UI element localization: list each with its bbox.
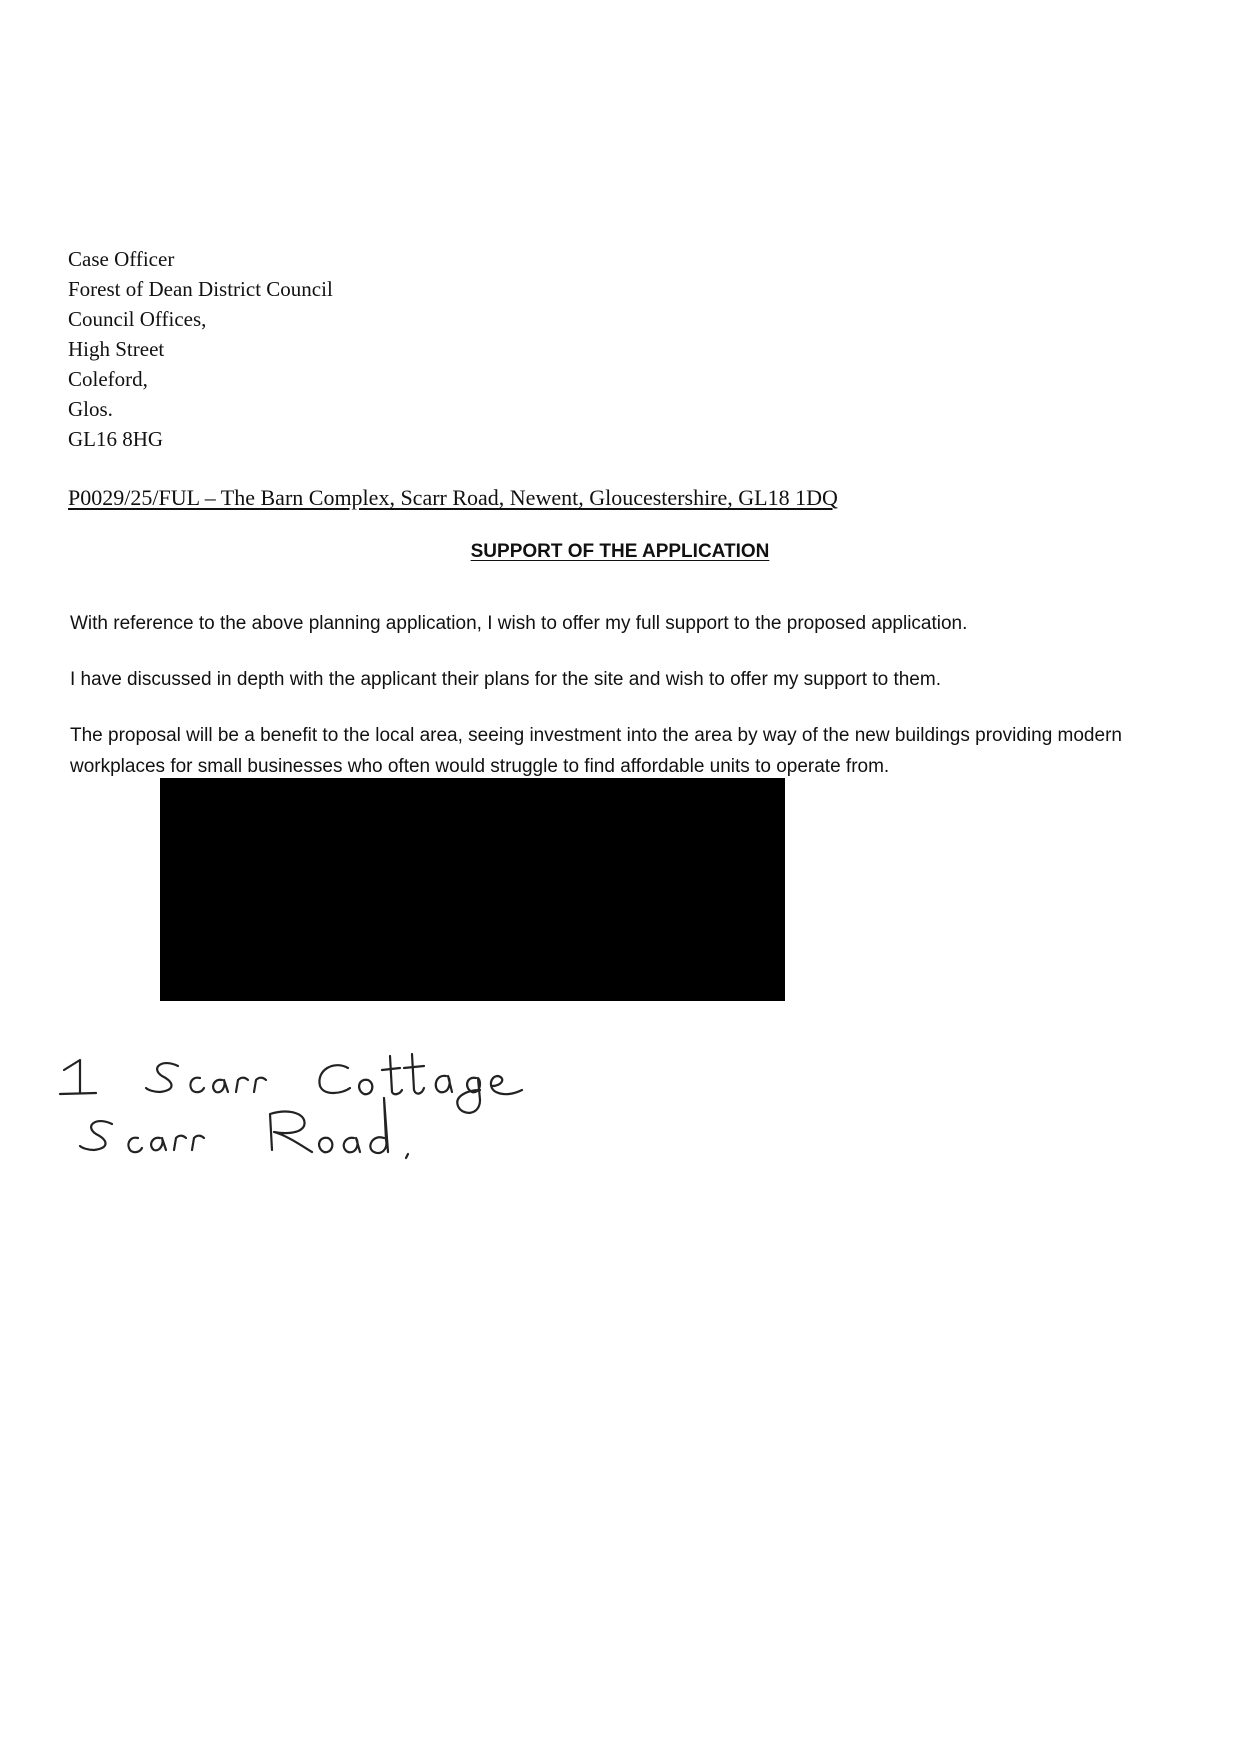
address-line: High Street [68,337,165,361]
paragraph-support: With reference to the above planning application, I wish to offer my full support to the proposed application. [70,613,968,634]
handwriting-drawing [50,1030,570,1190]
letter-heading [0,541,1240,563]
planning-reference: P0029/25/FUL – The Barn Complex, Scarr Road, Newent, Gloucestershire, GL18 1DQ [68,485,838,510]
paragraph-benefit: The proposal will be a benefit to the local area, seeing investment into the area by way of the new buildings providing modern workplaces for small businesses who often would struggle to find affordable units to operate from. [70,725,1122,777]
recipient-address [68,244,333,454]
address-line: Forest of Dean District Council [68,277,333,301]
address-line: Glos. [68,397,113,421]
paragraph-discussion: I have discussed in depth with the applicant their plans for the site and wish to offer my support to them. [70,669,941,690]
heading-text: SUPPORT OF THE APPLICATION [470,541,770,562]
address-line: Case Officer [68,247,175,271]
handwritten-address [50,1030,570,1190]
address-line: GL16 8HG [68,427,164,451]
address-line: Council Offices, [68,307,207,331]
address-line: Coleford, [68,367,148,391]
redaction-block [160,778,785,1001]
